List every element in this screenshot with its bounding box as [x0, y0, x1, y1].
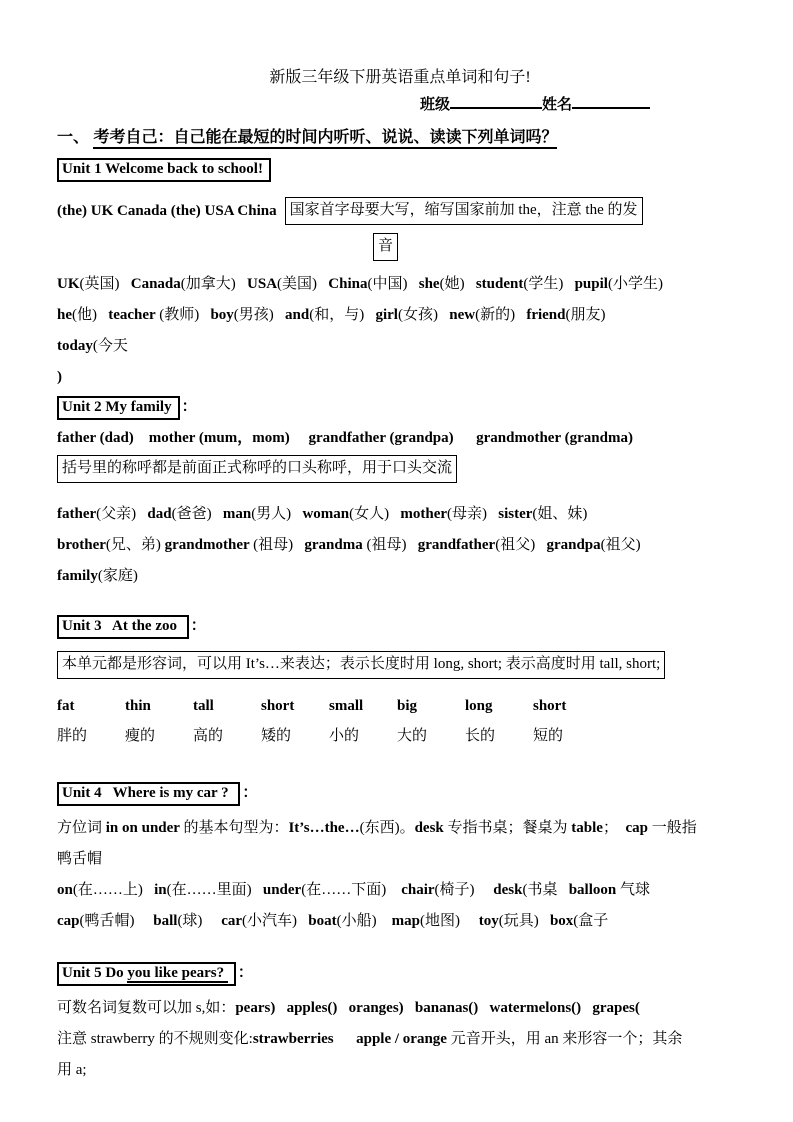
unit1-title-box: Unit 1 Welcome back to school!	[57, 158, 271, 182]
word-fat: fat	[57, 698, 75, 714]
unit4-title-line	[57, 781, 743, 809]
unit2-title-colon: ：	[181, 399, 197, 415]
class-name-line	[57, 92, 743, 116]
unit2-title-line	[57, 395, 743, 423]
unit4-intro-line-1: 方位词 in on under 的基本句型为：It’s…the…(东西)。desk 专指书桌；餐桌为 table； cap 一般指	[57, 820, 697, 836]
section-heading	[57, 124, 743, 150]
unit2-vocab-line-3: family(家庭)	[57, 568, 138, 584]
unit5-title-box	[57, 962, 236, 986]
unit1-title-line	[57, 158, 743, 186]
unit5-title-colon: ：	[237, 965, 253, 981]
unit1-vocab-line-4: )	[57, 369, 62, 385]
class-field-label: 班级	[420, 96, 451, 113]
word-short2: short	[533, 698, 567, 714]
word-fat-zh: 胖的	[57, 728, 88, 744]
unit2-note-line	[57, 454, 743, 485]
unit1-vocab-line-2: he(他) teacher (教师) boy(男孩) and(和，与) girl(女孩) new(新的) friend(朋友)	[57, 307, 606, 323]
word-big: big	[397, 698, 418, 714]
word-thin: thin	[125, 698, 151, 714]
unit3-note-line	[57, 650, 743, 681]
word-short2-zh: 短的	[533, 728, 564, 744]
name-field-label: 姓名	[542, 96, 573, 113]
section-heading-text: 考考自己：自己能在最短的时间内听听、说说、读读下列单词吗？	[93, 129, 557, 149]
unit1-countries-words: (the) UK Canada (the) USA China	[57, 203, 277, 219]
unit5-strawberry-note-line: 注意 strawberry 的不规则变化:strawberries apple / orange 元音开头，用 an 来形容一个；其余	[57, 1031, 683, 1047]
unit2-colloquial-note-box: 括号里的称呼都是前面正式称呼的口头称呼，用于口头交流	[57, 455, 457, 483]
unit2-title-box: Unit 2 My family	[57, 396, 180, 420]
unit5-plural-note-line: 可数名词复数可以加 s,如：pears) apples() oranges) bananas() watermelons() grapes(	[57, 1000, 640, 1016]
word-tall-zh: 高的	[193, 728, 224, 744]
unit4-vocab-line-1: on(在……上) in(在……里面) under(在……下面) chair(椅子) desk(书桌 balloon 气球	[57, 882, 651, 898]
unit3-title-line	[57, 614, 743, 642]
unit5-title-underlined: you like pears?	[127, 965, 228, 981]
unit1-note-continuation-line	[373, 233, 743, 261]
word-tall: tall	[193, 698, 214, 714]
unit2-vocab-line-2: brother(兄、弟) grandmother (祖母) grandma (祖母) grandfather(祖父) grandpa(祖父)	[57, 537, 641, 553]
unit4-vocab-line-2: cap(鸭舌帽) ball(球) car(小汽车) boat(小船) map(地图) toy(玩具) box(盒子	[57, 913, 609, 929]
unit5-title-plain: Unit 5 Do	[62, 965, 128, 981]
unit3-title-colon: ：	[190, 618, 206, 634]
unit4-title-colon: ：	[242, 785, 258, 801]
unit3-adjective-note-box: 本单元都是形容词，可以用 It’s…来表达；表示长度时用 long, short; 表示高度时用 tall, short;	[57, 651, 665, 679]
class-blank-line	[450, 92, 542, 109]
word-small-zh: 小的	[329, 728, 360, 744]
word-short-zh: 矮的	[261, 728, 292, 744]
unit2-vocab-line-1: father(父亲) dad(爸爸) man(男人) woman(女人) mother(母亲) sister(姐、妹)	[57, 506, 588, 522]
unit2-formal-terms-line: father (dad) mother (mum，mom) grandfather (grandpa) grandmother (grandma)	[57, 430, 633, 446]
unit1-vocab-line-3: today(今天	[57, 338, 128, 354]
page-title: 新版三年级下册英语重点单词和句子!	[269, 69, 531, 86]
unit4-intro-line-2: 鸭舌帽	[57, 851, 103, 867]
word-thin-zh: 瘦的	[125, 728, 156, 744]
unit3-words-en-row	[57, 691, 743, 721]
unit3-words-zh-row	[57, 721, 743, 751]
word-big-zh: 大的	[397, 728, 428, 744]
section-heading-prefix: 一、	[57, 129, 94, 146]
name-blank-line	[572, 92, 650, 109]
word-short: short	[261, 698, 295, 714]
unit4-title-box: Unit 4 Where is my car ?	[57, 782, 240, 806]
unit1-vocab-line-1: UK(英国) Canada(加拿大) USA(美国) China(中国) she(她) student(学生) pupil(小学生)	[57, 276, 663, 292]
unit1-note-continuation-box: 音	[373, 233, 398, 261]
unit3-title-box: Unit 3 At the zoo	[57, 615, 189, 639]
unit1-countries-line	[57, 196, 743, 226]
word-long-zh: 长的	[465, 728, 496, 744]
unit5-article-note-line: 用 a;	[57, 1062, 87, 1078]
word-long: long	[465, 698, 493, 714]
unit5-title-line	[57, 961, 743, 989]
word-small: small	[329, 698, 364, 714]
unit1-pronunciation-note-box: 国家首字母要大写，缩写国家前加 the，注意 the 的发	[285, 197, 643, 225]
